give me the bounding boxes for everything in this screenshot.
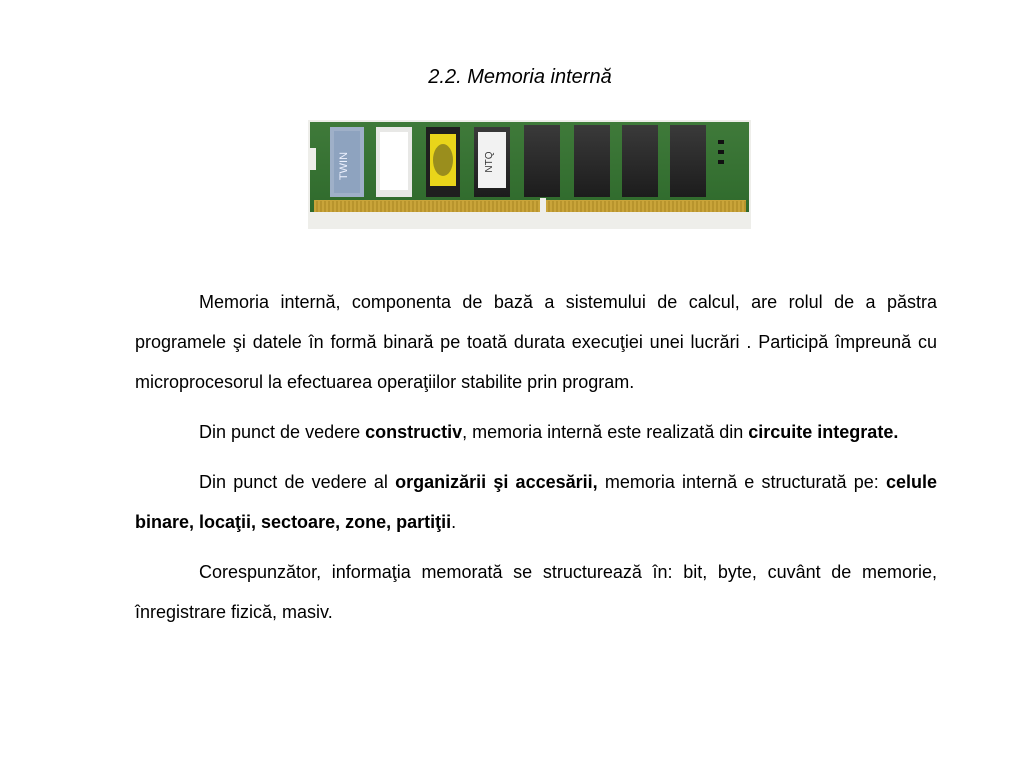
paragraph-1	[135, 282, 937, 402]
text-run: Din punct de vedere	[199, 422, 366, 442]
text-run: Corespunzător, informaţia memorată se structurează în: bit, byte, cuvânt de memorie, înregistrare fizică, masiv.	[135, 562, 937, 622]
text-run: , memoria internă este realizată din	[462, 422, 749, 442]
bold-text: organizării şi accesării,	[395, 472, 598, 492]
text-run: memoria internă e structurată pe:	[597, 472, 886, 492]
text-run: Din punct de vedere al	[199, 472, 396, 492]
paragraph-2	[135, 412, 937, 452]
paragraph-3	[135, 462, 937, 542]
bold-text: circuite integrate.	[748, 422, 899, 442]
bold-text: constructiv	[365, 422, 463, 442]
ram-module-drawing	[308, 120, 751, 229]
chip-6	[574, 125, 610, 197]
text-run: Memoria internă, componenta de bază a sistemului de calcul, are rolul de a păstra programele şi datele în formă binară pe toată durata execuţiei unei lucrări . Participă împreună cu microprocesorul la efectuarea operaţiilor stabilite prin program.	[135, 292, 937, 392]
chip-label-ntq: NTQ	[484, 151, 495, 173]
main-content	[135, 282, 937, 642]
chip-7	[622, 125, 658, 197]
chip-8	[670, 125, 706, 197]
chip-5	[524, 125, 560, 197]
bold-text: celule binare, locaţii, sectoare, zone, partiţii	[135, 472, 938, 532]
ram-module-image	[308, 120, 751, 229]
text-run: .	[451, 512, 457, 532]
chip-label-twin: TWIN	[338, 151, 350, 181]
page-title: 2.2. Memoria internă	[428, 66, 612, 88]
paragraph-4	[135, 552, 937, 632]
